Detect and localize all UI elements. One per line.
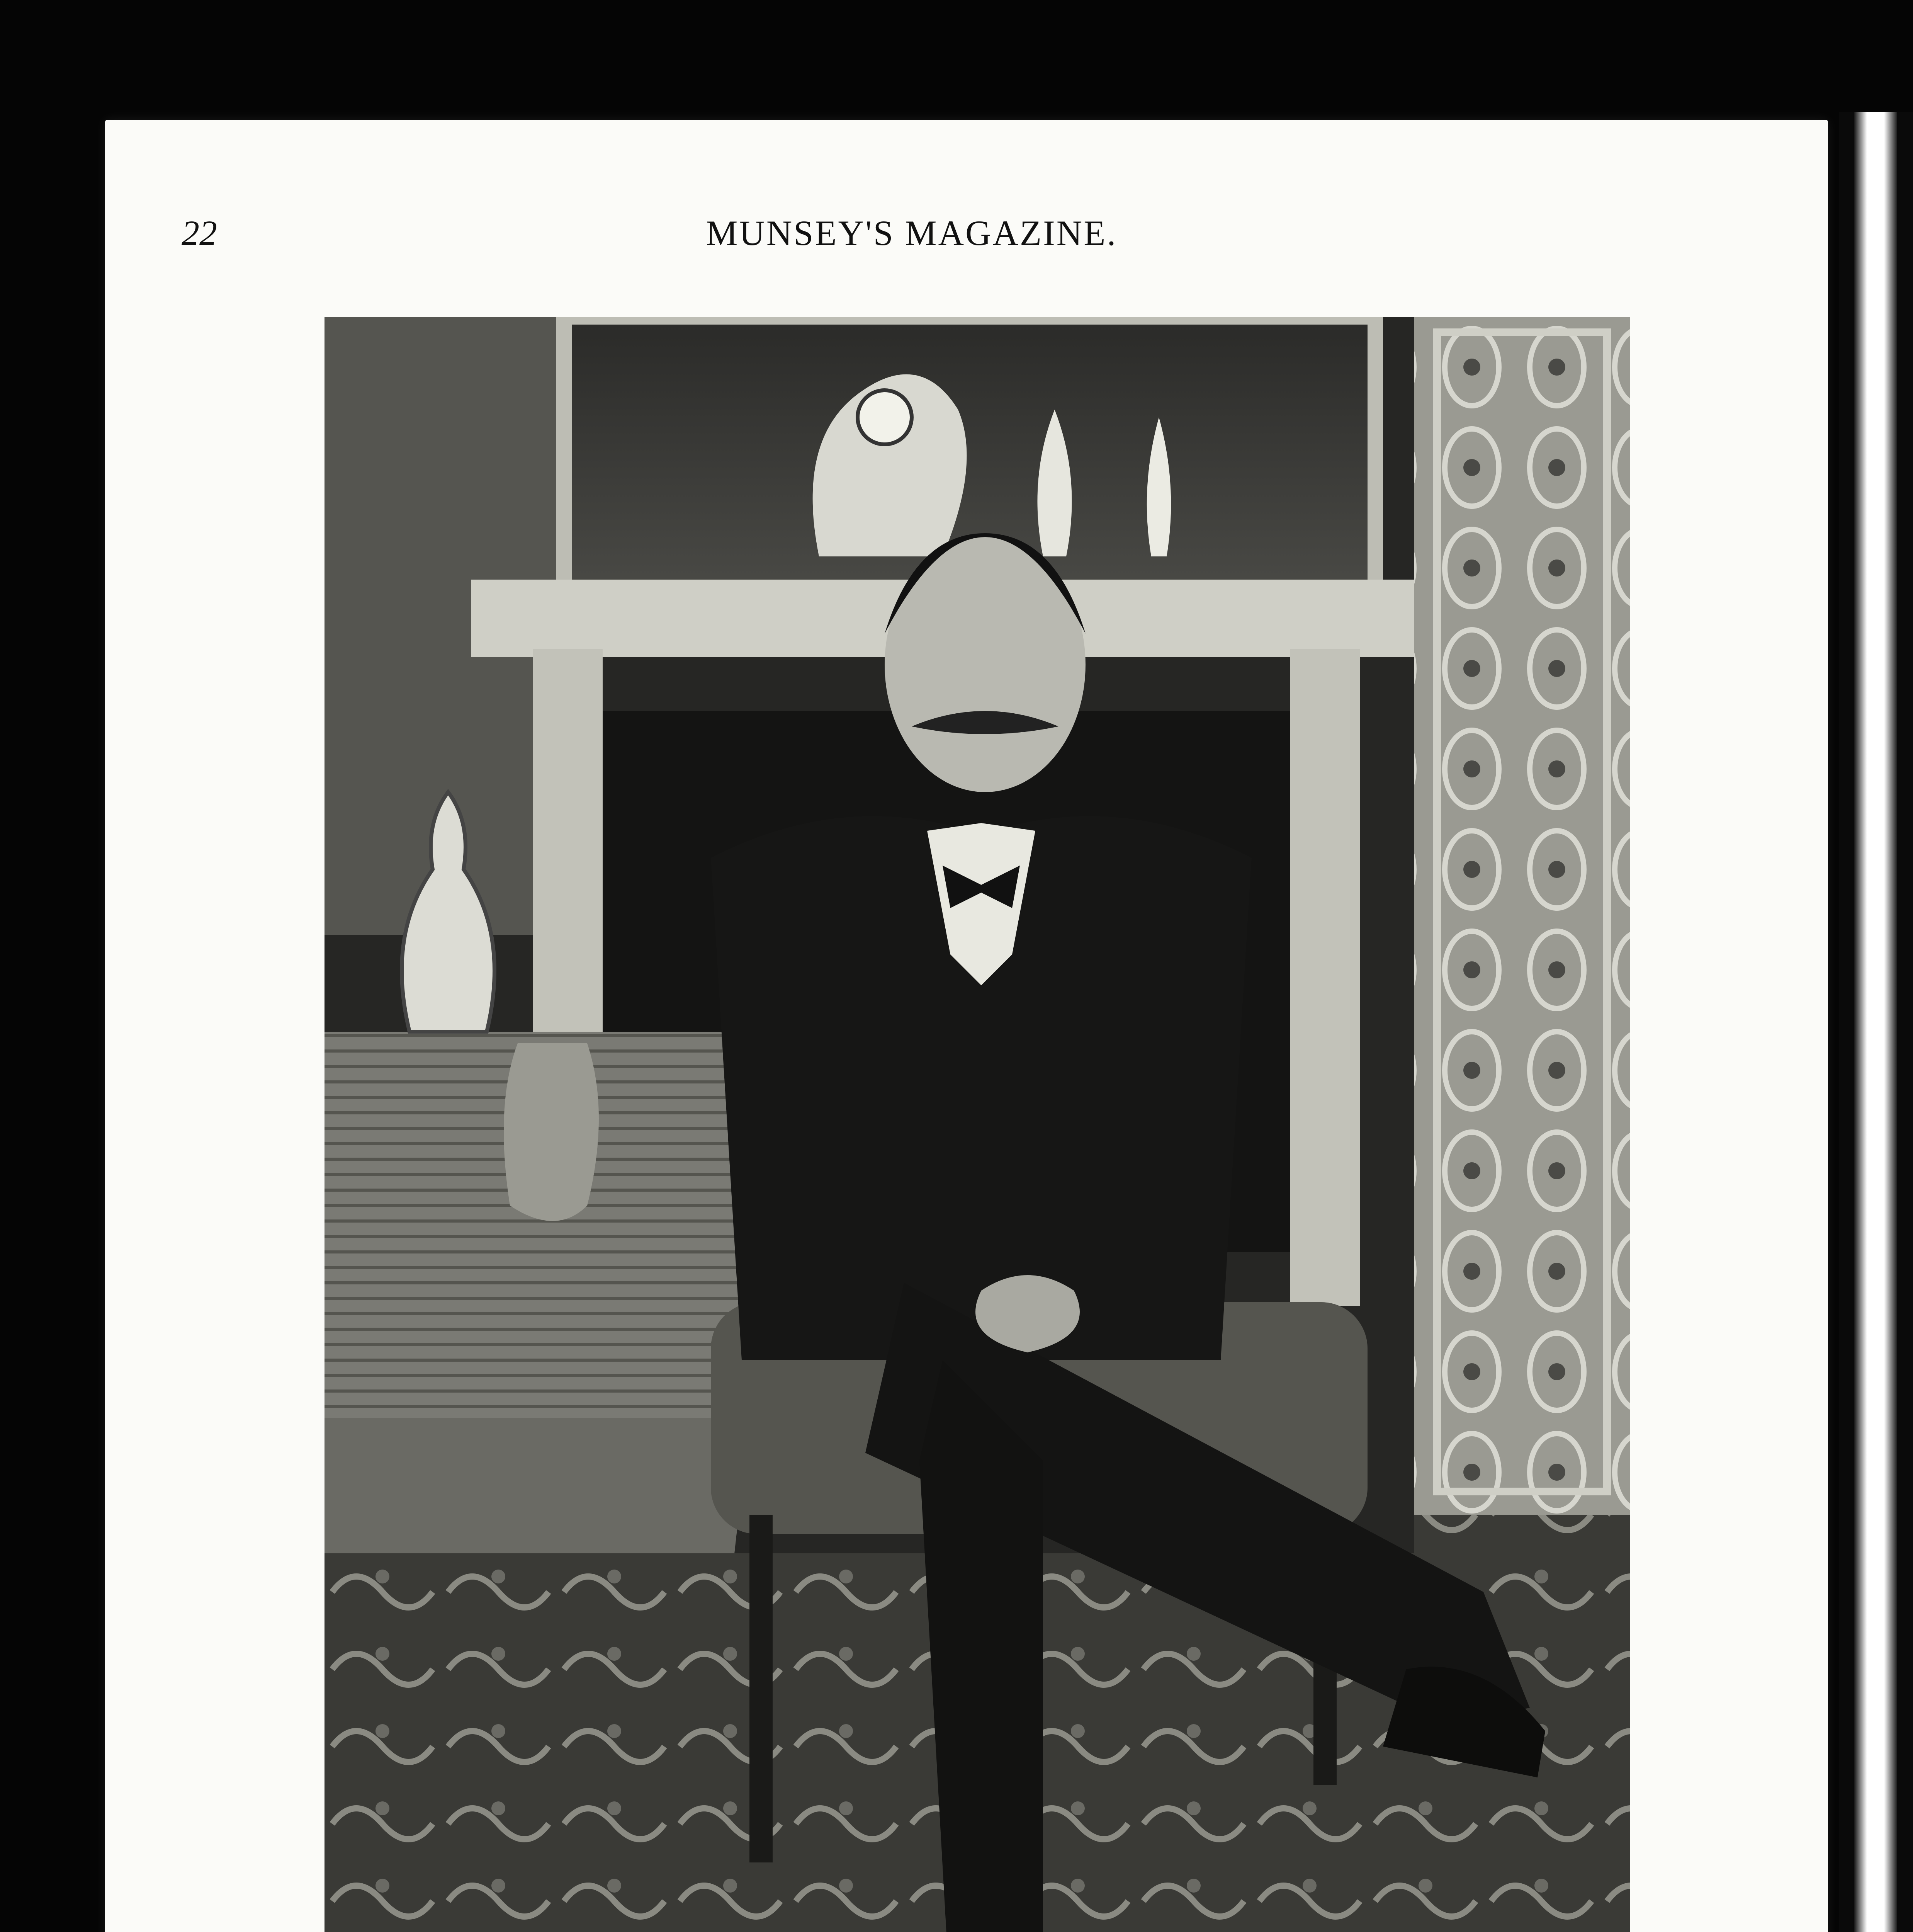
magazine-title: MUNSEY'S MAGAZINE. (706, 213, 1118, 253)
portrait-photo-illustration (324, 317, 1630, 1932)
page-number: 22 (182, 213, 217, 253)
portrait-photograph (324, 317, 1630, 1932)
next-page-edge (1839, 112, 1913, 1932)
running-head (182, 213, 1642, 259)
page-edge-sliver (1854, 112, 1897, 1932)
